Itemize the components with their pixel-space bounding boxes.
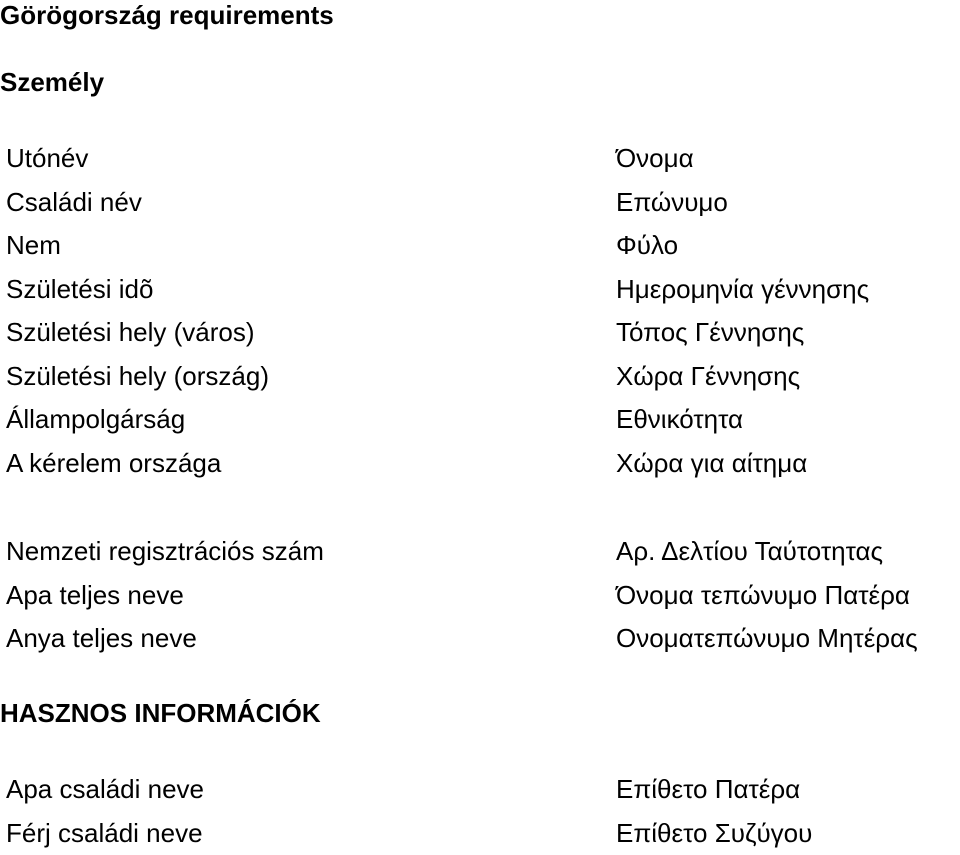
field-label-hu: Születési idõ bbox=[6, 273, 154, 304]
field-label-hu: Nemzeti regisztrációs szám bbox=[6, 536, 324, 566]
page-title: Görögország requirements bbox=[0, 0, 334, 30]
field-label-el: Χώρα για αίτημα bbox=[616, 447, 808, 478]
field-label-hu: Családi név bbox=[6, 186, 142, 217]
field-label-el: Εθνικότητα bbox=[616, 404, 744, 434]
szemely-hungarian-fields-2 bbox=[6, 530, 324, 661]
hasznos-greek-fields bbox=[616, 768, 812, 855]
field-label-hu: Apa teljes neve bbox=[6, 579, 184, 610]
field-label-el: Αρ. Δελτίου Ταύτοτητας bbox=[616, 536, 884, 566]
field-label-el: Επώνυμο bbox=[616, 186, 728, 217]
section-heading-szemely: Személy bbox=[0, 67, 105, 97]
szemely-greek-fields bbox=[616, 137, 869, 485]
field-label-hu: A kérelem országa bbox=[6, 447, 222, 478]
field-label-el: Τόπος Γέννησης bbox=[616, 317, 805, 347]
section-heading-hasznos: HASZNOS INFORMÁCIÓK bbox=[0, 698, 321, 728]
field-label-el: Επίθετο Συζύγου bbox=[616, 817, 813, 848]
szemely-greek-fields-2 bbox=[616, 530, 918, 661]
field-label-hu: Születési hely (ország) bbox=[6, 360, 269, 391]
field-label-hu: Nem bbox=[6, 230, 61, 260]
field-label-hu: Apa családi neve bbox=[6, 774, 205, 804]
field-label-hu: Anya teljes neve bbox=[6, 623, 197, 653]
field-label-hu: Férj családi neve bbox=[6, 817, 203, 848]
hasznos-hungarian-fields bbox=[6, 768, 204, 855]
field-label-el: Χώρα Γέννησης bbox=[616, 360, 801, 391]
field-label-hu: Állampolgárság bbox=[6, 404, 186, 434]
field-label-hu: Utónév bbox=[6, 143, 89, 173]
field-label-el: Επίθετο Πατέρα bbox=[616, 774, 801, 804]
field-label-el: Φύλο bbox=[616, 230, 679, 260]
field-label-el: Ημερομηνία γέννησης bbox=[616, 273, 870, 304]
field-label-hu: Születési hely (város) bbox=[6, 317, 255, 347]
field-label-el: Ονοματεπώνυμο Μητέρας bbox=[616, 623, 918, 653]
szemely-hungarian-fields bbox=[6, 137, 269, 485]
field-label-el: Όνομα τεπώνυμο Πατέρα bbox=[616, 579, 910, 610]
field-label-el: Όνομα bbox=[616, 143, 694, 173]
